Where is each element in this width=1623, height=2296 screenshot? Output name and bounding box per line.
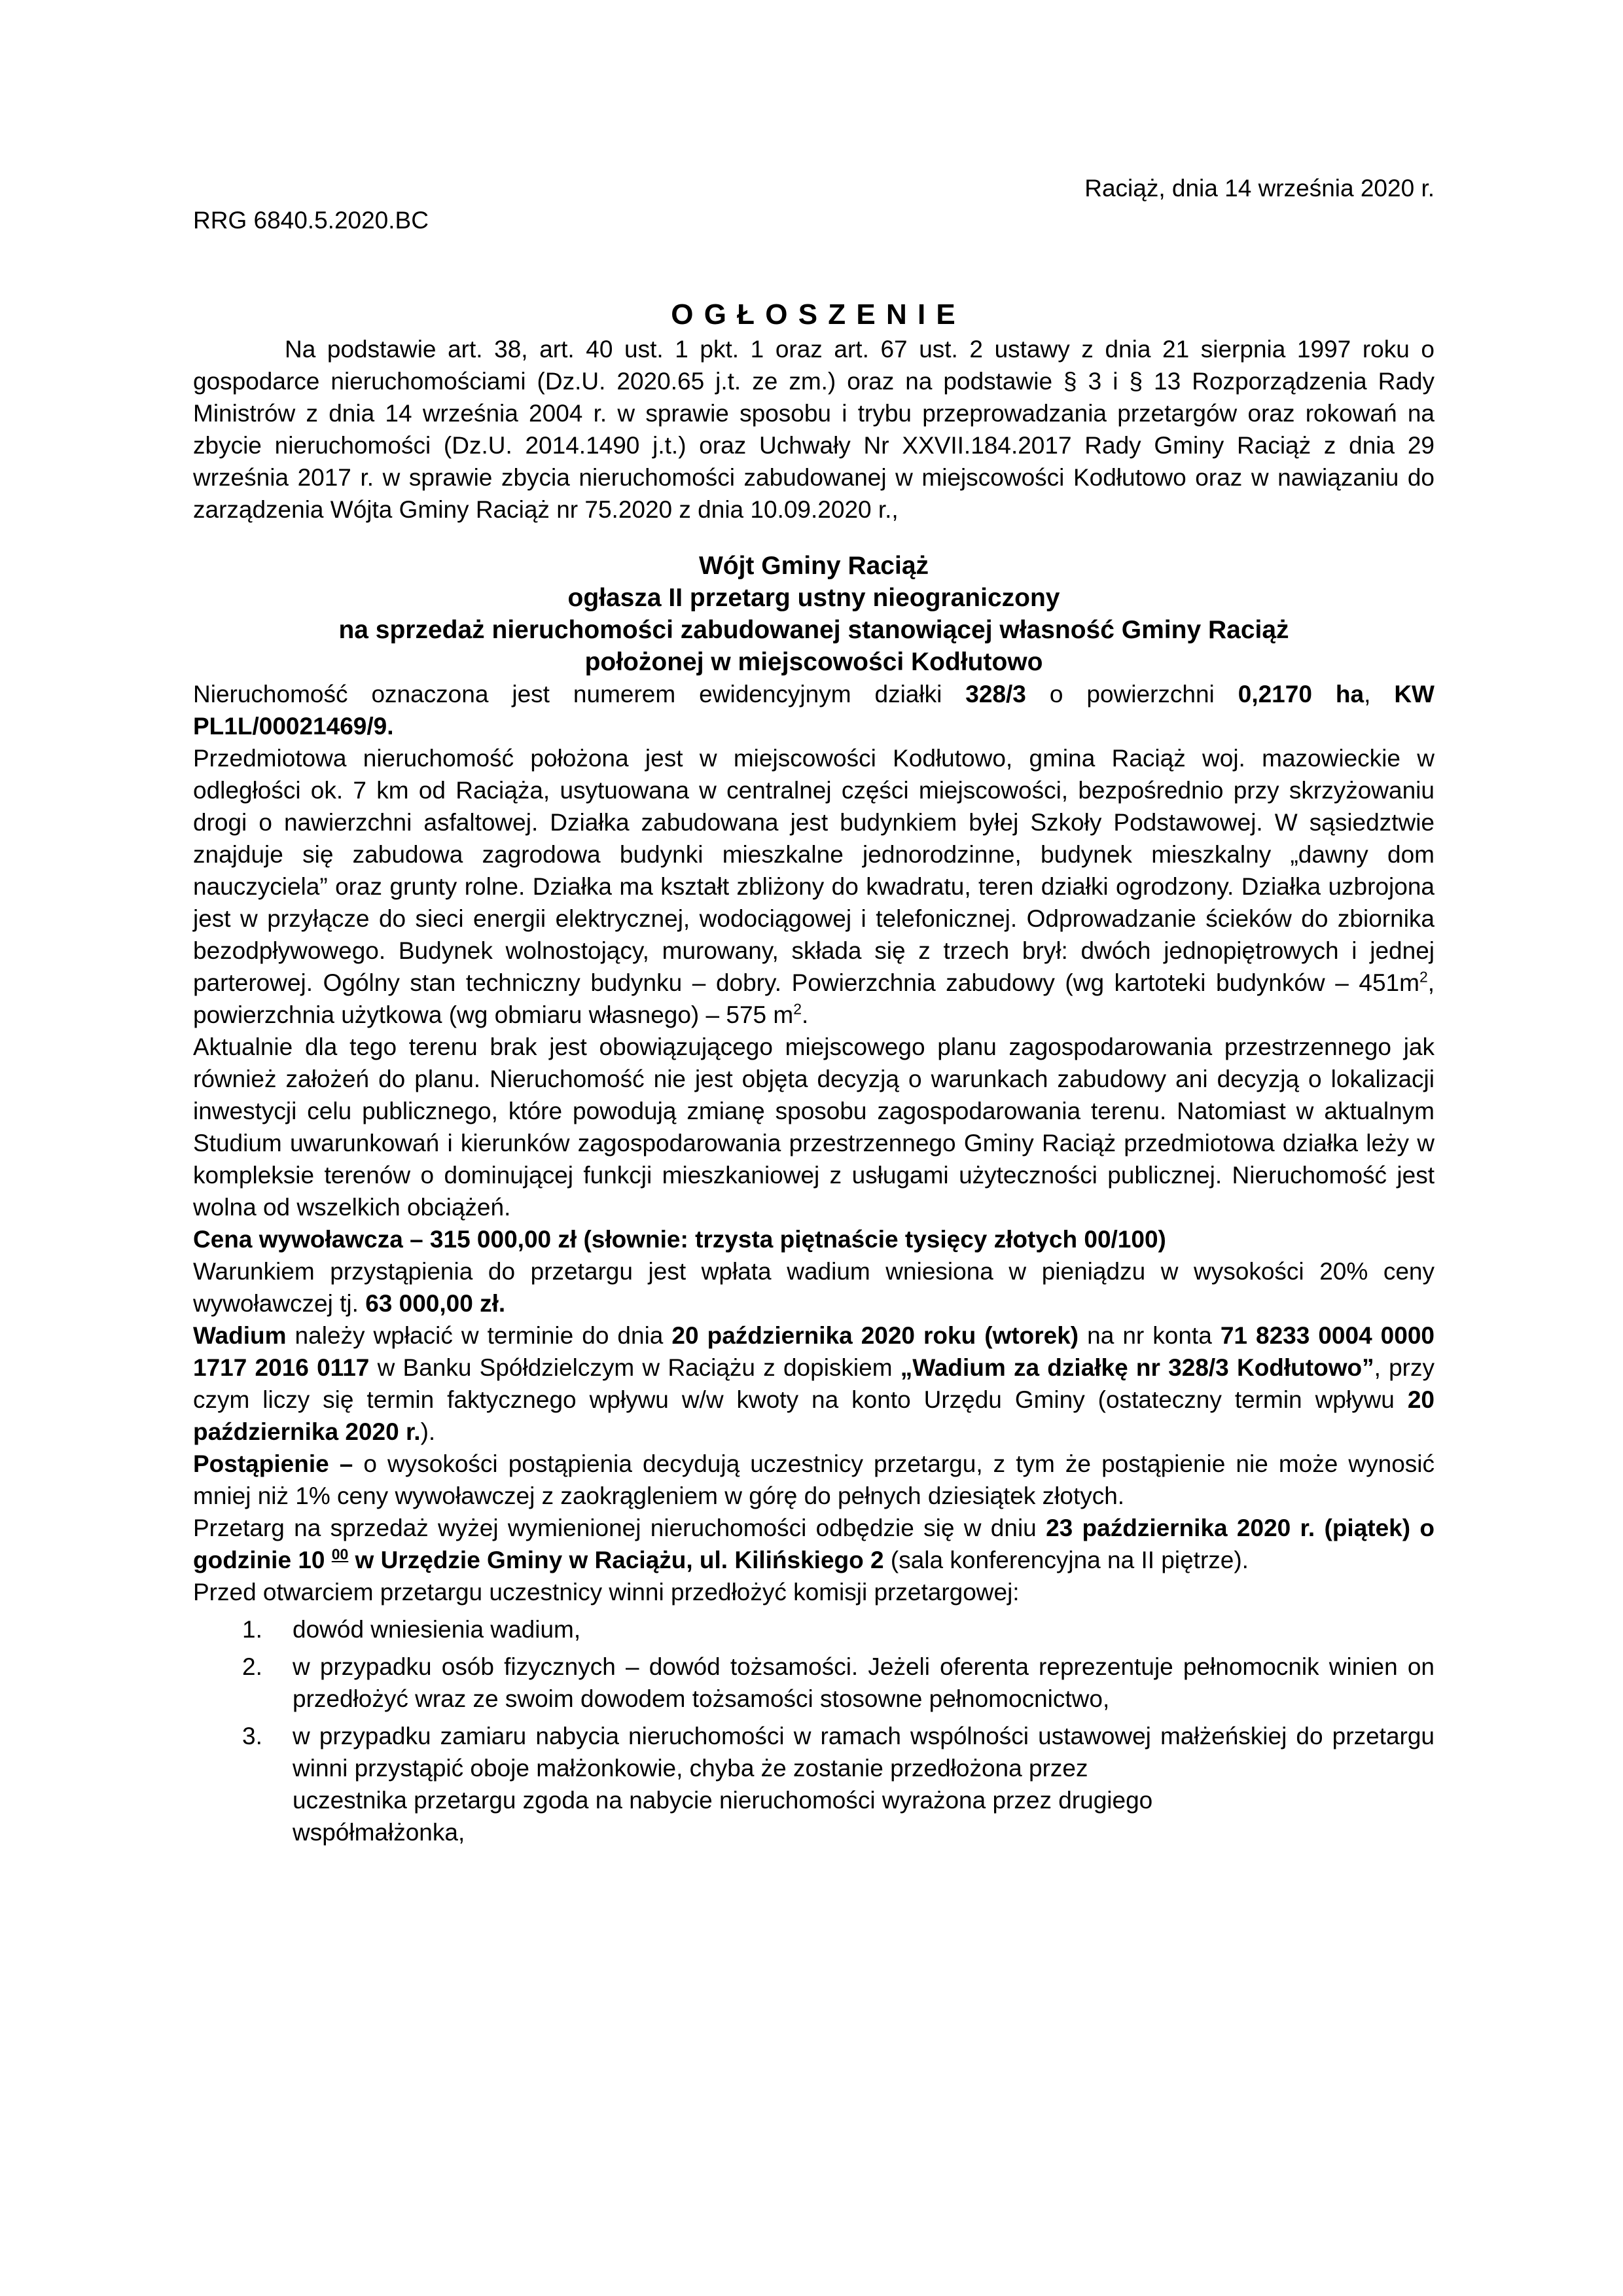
text-run: Postąpienie –	[193, 1450, 353, 1477]
text-run: Przedmiotowa nieruchomość położona jest w miejscowości Kodłutowo, gmina Raciąż woj. mazowieckie w odległości ok. 7 km od Raciąża, usytuowana w centralnej części miejscowości, bezpośrednio przy skrzyżowaniu drogi o nawierzchni asfaltowej. Działka zabudowana jest budynkiem byłej Szkoły Podstawowej. W sąsiedztwie znajduje się zabudowa zagrodowa budynki mieszkalne jednorodzinne, budynek mieszkalny „dawny dom nauczyciela” oraz grunty rolne. Działka ma kształt zbliżony do kwadratu, teren działki ogrodzony. Działka uzbrojona jest w przyłącze do sieci energii elektrycznej, wodociągowej i telefonicznej. Odprowadzanie ścieków do zbiornika bezodpływowego. Budynek wolnostojący, murowany, składa się z trzech brył: dwóch jednopiętrowych i jednej parterowej. Ogólny stan techniczny budynku – dobry. Powierzchnia zabudowy (wg kartoteki budynków – 451m	[193, 745, 1435, 996]
paragraph-bid-increment	[193, 1448, 1435, 1512]
text-run: 00	[331, 1545, 349, 1563]
list-item	[193, 1613, 1435, 1645]
text-run: o wysokości postąpienia decydują uczestnicy przetargu, z tym że postąpienie nie może wynosić mniej niż 1% ceny wywoławczej z zaokrągleniem w górę do pełnych dziesiątek złotych.	[193, 1450, 1435, 1509]
text-run: Przed otwarciem przetargu uczestnicy winni przedłożyć komisji przetargowej:	[193, 1579, 1020, 1605]
text-run: należy wpłacić w terminie do dnia	[286, 1322, 672, 1349]
reference-number: RRG 6840.5.2020.BC	[193, 207, 429, 234]
text-run: ,	[1364, 681, 1395, 708]
paragraph-auction-date	[193, 1512, 1435, 1576]
starting-price-line	[193, 1223, 1435, 1255]
text-run: w Banku Spółdzielczym w Raciążu z dopiskiem	[369, 1354, 901, 1381]
paragraph-deposit-condition	[193, 1255, 1435, 1319]
text-run: Nieruchomość oznaczona jest numerem ewidencyjnym działki	[193, 681, 966, 708]
list-item-text	[293, 1653, 1435, 1712]
text-run: 2	[1419, 968, 1428, 986]
text-run: 71 8233 0004 0000 1717 2016 0117	[193, 1322, 1435, 1381]
list-item	[193, 1651, 1435, 1715]
text-run: 23 października 2020 r. (piątek) o godzinie 10	[193, 1515, 1435, 1573]
text-run: na nr konta	[1079, 1322, 1221, 1349]
text-run: dowód wniesienia wadium,	[293, 1616, 581, 1643]
text-run: Aktualnie dla tego terenu brak jest obowiązującego miejscowego planu zagospodarowania przestrzennego jak również założeń do planu. Nieruchomość nie jest objęta decyzją o warunkach zabudowy ani decyzją o lokalizacji inwestycji celu publicznego, które powodują zmianę sposobu zagospodarowania terenu. Natomiast w aktualnym Studium uwarunkowań i kierunków zagospodarowania przestrzennego Gminy Raciąż przedmiotowa działka leży w kompleksie terenów o dominującej funkcji mieszkaniowej z usługami użyteczności publicznej. Nieruchomość jest wolna od wszelkich obciążeń.	[193, 1033, 1435, 1221]
list-item-number: 3.	[242, 1723, 262, 1749]
list-item-number: 2.	[242, 1653, 262, 1680]
paragraph-requirements-intro	[193, 1576, 1435, 1608]
requirements-list	[193, 1613, 1435, 1848]
text-run: uczestnika przetargu zgoda na nabycie nieruchomości wyrażona przez drugiego	[293, 1787, 1153, 1814]
text-run: Przetarg na sprzedaż wyżej wymienionej nieruchomości odbędzie się w dniu	[193, 1515, 1046, 1541]
date-line: Raciąż, dnia 14 września 2020 r.	[1084, 175, 1435, 202]
text-run: „Wadium za działkę nr 328/3 Kodłutowo”	[900, 1354, 1374, 1381]
list-item-number: 1.	[242, 1616, 262, 1643]
text-run: 0,2170 ha	[1238, 681, 1364, 708]
text-run: Cena wywoławcza – 315 000,00 zł (słownie: trzysta piętnaście tysięcy złotych 00/100)	[193, 1226, 1166, 1253]
list-item-text	[293, 1723, 1435, 1846]
text-run: KW PL1L/00021469/9.	[193, 681, 1435, 740]
text-run: 20 października 2020 roku (wtorek)	[671, 1322, 1079, 1349]
text-run: Warunkiem przystąpienia do przetargu jest wpłata wadium wniesiona w pieniądzu w wysokości 20% ceny wywoławczej tj.	[193, 1258, 1435, 1317]
text-run: 328/3	[965, 681, 1026, 708]
text-run: 63 000,00 zł.	[365, 1290, 506, 1317]
text-run: w przypadku zamiaru nabycia nieruchomości w ramach wspólności ustawowej małżeńskiej do przetargu winni przystąpić oboje małżonkowie, chyba że zostanie przedłożona przez	[293, 1723, 1435, 1782]
text-run: , przy czym liczy się termin faktycznego wpływu w/w kwoty na konto Urzędu Gminy (ostateczny termin wpływu	[193, 1354, 1435, 1413]
text-run: o powierzchni	[1026, 681, 1238, 708]
text-run: współmałżonka,	[293, 1819, 465, 1846]
paragraph-deposit-payment	[193, 1319, 1435, 1448]
heading-line-4: położonej w miejscowości Kodłutowo	[584, 648, 1043, 676]
list-item-text	[293, 1616, 580, 1643]
list-item	[193, 1720, 1435, 1848]
paragraph-property-description	[193, 742, 1435, 1031]
text-run: ).	[420, 1418, 436, 1445]
heading-line-3: na sprzedaż nieruchomości zabudowanej stanowiącej własność Gminy Raciąż	[338, 616, 1289, 644]
text-run: 20 października 2020 r.	[193, 1386, 1435, 1445]
text-run: w Urzędzie Gminy w Raciążu, ul. Kilińskiego 2	[348, 1547, 884, 1573]
text-run: (sala konferencyjna na II piętrze).	[883, 1547, 1249, 1573]
heading-line-1: Wójt Gminy Raciąż	[698, 552, 929, 580]
text-run: Wadium	[193, 1322, 287, 1349]
paragraph-planning-status	[193, 1031, 1435, 1223]
announcement-heading	[193, 550, 1435, 678]
paragraph-legal-basis	[193, 333, 1435, 526]
paragraph-parcel-id	[193, 678, 1435, 742]
text-run: Na podstawie art. 38, art. 40 ust. 1 pkt. 1 oraz art. 67 ust. 2 ustawy z dnia 21 sierpnia 1997 roku o gospodarce nieruchomościami (Dz.U. 2020.65 j.t. ze zm.) oraz na podstawie § 3 i § 13 Rozporządzenia Rady Ministrów z dnia 14 września 2004 r. w sprawie sposobu i trybu przeprowadzania przetargów oraz rokowań na zbycie nieruchomości (Dz.U. 2014.1490 j.t.) oraz Uchwały Nr XXVII.184.2017 Rady Gminy Raciąż z dnia 29 września 2017 r. w sprawie zbycia nieruchomości zabudowanej w miejscowości Kodłutowo oraz w nawiązaniu do zarządzenia Wójta Gminy Raciąż nr 75.2020 z dnia 10.09.2020 r.,	[193, 336, 1435, 523]
text-run: 2	[793, 1000, 802, 1018]
heading-line-2: ogłasza II przetarg ustny nieograniczony	[567, 584, 1060, 612]
text-run: .	[801, 1001, 809, 1028]
page-title: O G Ł O S Z E N I E	[671, 298, 957, 331]
text-run: w przypadku osób fizycznych – dowód tożsamości. Jeżeli oferenta reprezentuje pełnomocnik winien on przedłożyć wraz ze swoim dowodem tożsamości stosowne pełnomocnictwo,	[293, 1653, 1435, 1712]
text-run: , powierzchnia użytkowa (wg obmiaru własnego) – 575 m	[193, 969, 1435, 1028]
